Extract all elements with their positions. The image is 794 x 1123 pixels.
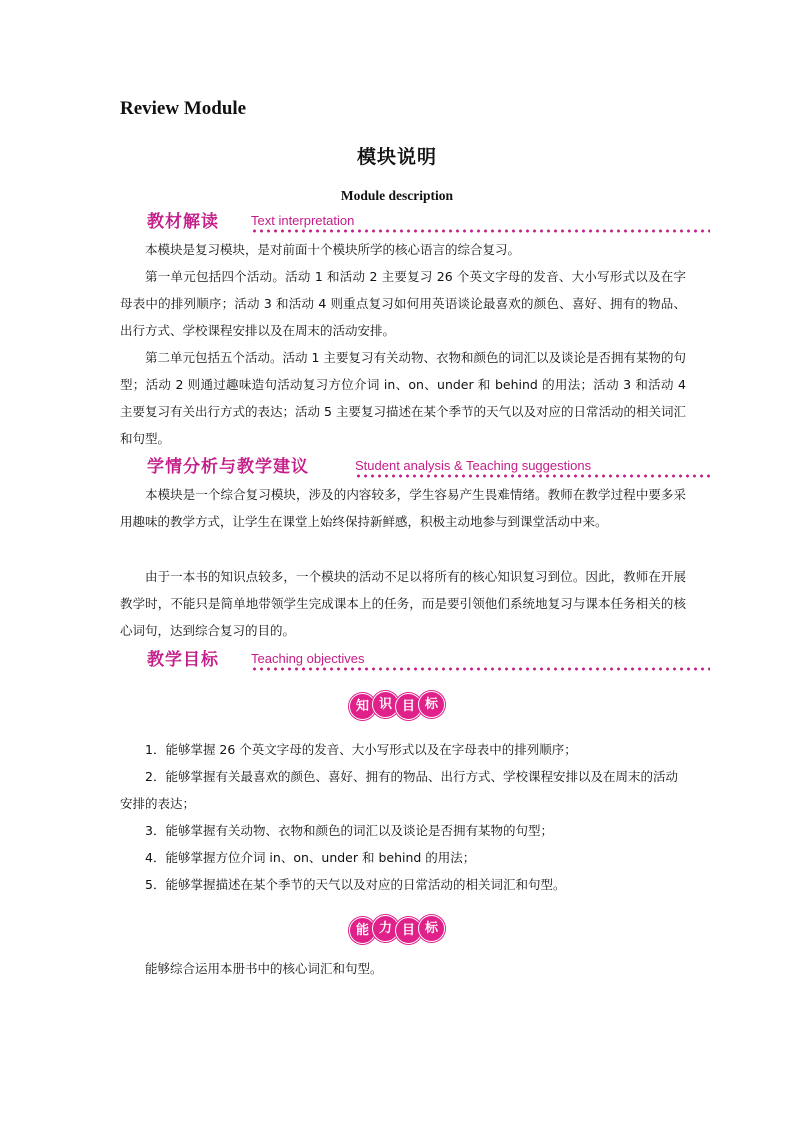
- badge-char: 能: [349, 917, 376, 944]
- knowledge-objectives-badge: [0, 693, 794, 720]
- paragraph: 第二单元包括五个活动。活动 1 主要复习有关动物、衣物和颜色的词汇以及谈论是否拥有某物的句型；活动 2 则通过趣味造句活动复习方位介词 in、on、under 和 behind 的用法；活动 3 和活动 4 主要复习有关出行方式的表达；活动 5 主要复习描述在某个季节的天气以及对应的日常活动的相关词汇和句型。: [120, 350, 686, 446]
- section-title-cn: 教学目标: [147, 650, 219, 670]
- objective-item: 2．能够掌握有关最喜欢的颜色、喜好、拥有的物品、出行方式、学校课程安排以及在周末的活动安排的表达；: [120, 769, 678, 811]
- badge-char: 力: [372, 915, 399, 942]
- objective-item: 3．能够掌握有关动物、衣物和颜色的词汇以及谈论是否拥有某物的句型；: [145, 823, 553, 838]
- objective-item: 4．能够掌握方位介词 in、on、under 和 behind 的用法；: [145, 850, 476, 865]
- page-subtitle: Module description: [340, 188, 454, 203]
- section-header-text-interpretation: [147, 207, 710, 233]
- paragraph: 由于一本书的知识点较多，一个模块的活动不足以将所有的核心知识复习到位。因此，教师在开展教学时，不能只是简单地带领学生完成课本上的任务，而是要引领他们系统地复习与课本任务相关的核心词句，达到综合复习的目的。: [120, 569, 686, 638]
- section-title-en: Text interpretation: [251, 213, 355, 228]
- badge-char: 标: [418, 915, 445, 942]
- section-header-student-analysis: [147, 452, 710, 478]
- badge-char: 目: [395, 917, 422, 944]
- section-header-teaching-objectives: [147, 645, 710, 671]
- ability-objectives-badge: [0, 917, 794, 944]
- objective-item: 5．能够掌握描述在某个季节的天气以及对应的日常活动的相关词汇和句型。: [145, 877, 566, 892]
- paragraph: 能够综合运用本册书中的核心词汇和句型。: [145, 961, 383, 976]
- paragraph: 本模块是一个综合复习模块，涉及的内容较多，学生容易产生畏难情绪。教师在教学过程中要多采用趣味的教学方式，让学生在课堂上始终保持新鲜感，积极主动地参与到课堂活动中来。: [120, 487, 686, 529]
- badge-char: 识: [372, 691, 399, 718]
- page-title: 模块说明: [356, 146, 437, 168]
- section-title-cn: 教材解读: [147, 212, 219, 232]
- section-title-en: Student analysis & Teaching suggestions: [355, 458, 592, 473]
- section-title-cn: 学情分析与教学建议: [147, 457, 309, 477]
- module-title: Review Module: [120, 98, 247, 119]
- dotted-divider: [355, 474, 710, 478]
- paragraph: 第一单元包括四个活动。活动 1 和活动 2 主要复习 26 个英文字母的发音、大小写形式以及在字母表中的排列顺序；活动 3 和活动 4 则重点复习如何用英语谈论最喜欢的颜色、喜好、拥有的物品、出行方式、学校课程安排以及在周末的活动安排。: [120, 269, 686, 338]
- paragraph: 本模块是复习模块，是对前面十个模块所学的核心语言的综合复习。: [145, 242, 521, 257]
- badge-char: 目: [395, 693, 422, 720]
- badge-char: 标: [418, 691, 445, 718]
- section-title-en: Teaching objectives: [251, 651, 365, 666]
- badge-char: 知: [349, 693, 376, 720]
- objective-item: 1．能够掌握 26 个英文字母的发音、大小写形式以及在字母表中的排列顺序；: [145, 742, 577, 757]
- dotted-divider: [251, 667, 710, 671]
- dotted-divider: [251, 229, 710, 233]
